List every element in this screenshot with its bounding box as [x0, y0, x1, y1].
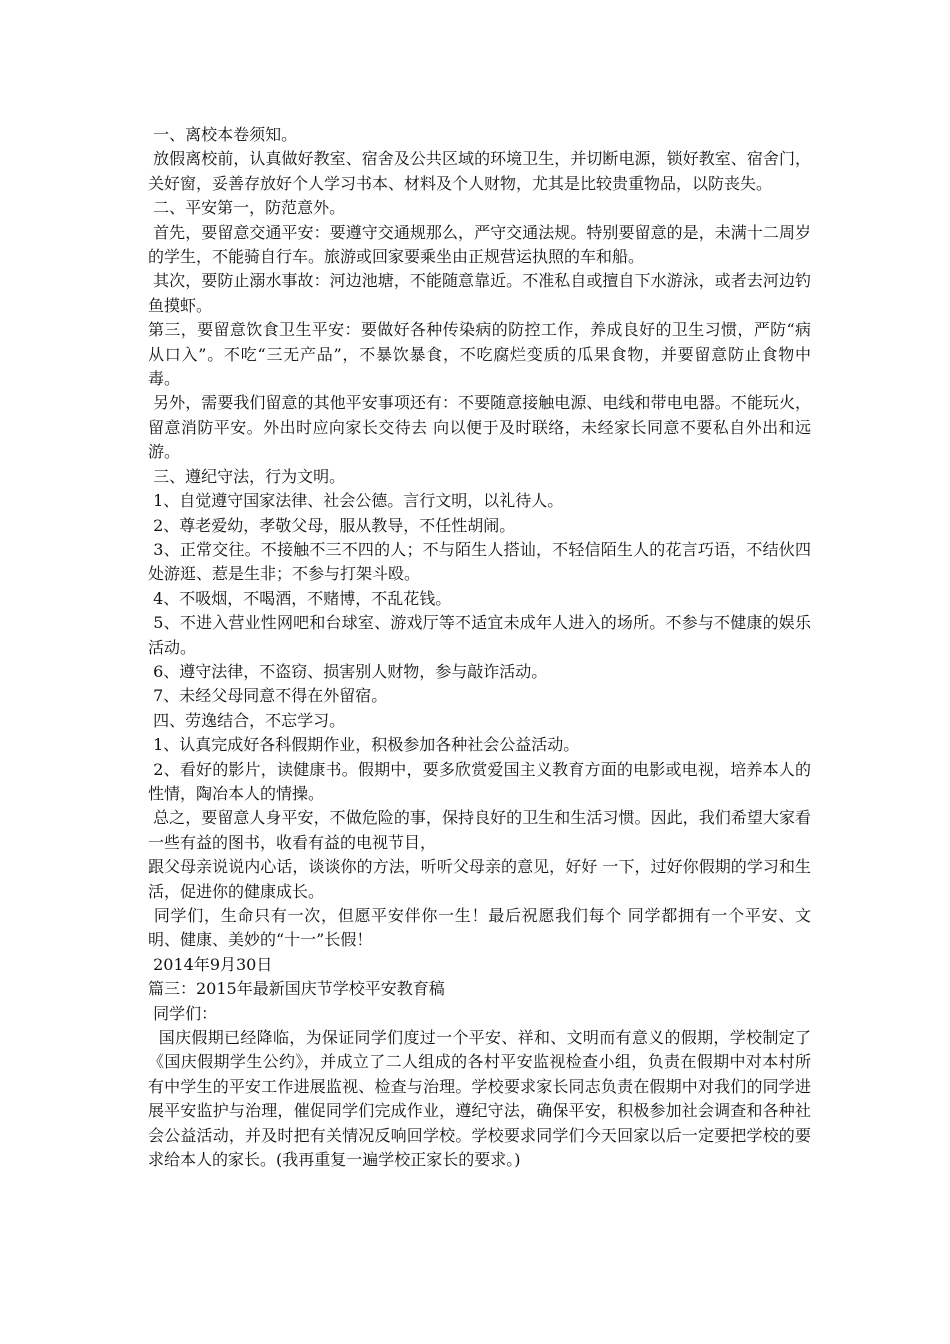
paragraph-other-safety: 另外，需要我们留意的其他平安事项还有：不要随意接触电源、电线和带电电器。不能玩火，留意消防平安。外出时应向家长交待去 向以便于及时联络，未经家长同意不要私自外出和远游。 — [148, 393, 811, 462]
paragraph-drowning-prevention: 其次，要防止溺水事故：河边池塘，不能随意靠近。不准私自或擅自下水游泳，或者去河边钓鱼摸虾。 — [148, 271, 811, 315]
paragraph-before-leaving: 放假离校前，认真做好教室、宿舍及公共区域的环境卫生，并切断电源，锁好教室、宿舍门，关好窗，妥善存放好个人学习书本、材料及个人财物，尤其是比较贵重物品，以防丧失。 — [148, 149, 811, 193]
section-heading-safety-first: 二、平安第一，防范意外。 — [148, 198, 346, 218]
list-item: 2、看好的影片，读健康书。假期中，要多欣赏爱国主义教育方面的电影或电视，培养本人的性情，陶冶本人的情操。 — [148, 759, 811, 803]
paragraph-closing-wishes: 同学们，生命只有一次，但愿平安伴你一生！最后祝愿我们每个 同学都拥有一个平安、文明、健康、美妙的“十一”长假！ — [148, 906, 811, 950]
paragraph-traffic-safety: 首先，要留意交通平安：要遵守交通规那么，严守交通法规。特别要留意的是，未满十二周岁的学生，不能骑自行车。旅游或回家要乘坐由正规营运执照的车和船。 — [148, 222, 811, 267]
list-item: 7、未经父母同意不得在外留宿。 — [148, 686, 388, 706]
paragraph-food-safety: 第三，要留意饮食卫生平安：要做好各种传染病的防控工作，养成良好的卫生习惯，严防“病从口入”。不吃“三无产品”，不暴饮暴食，不吃腐烂变质的瓜果食物，并要留意防止食物中毒。 — [148, 320, 811, 389]
list-item: 6、遵守法律，不盗窃、损害别人财物，参与敲诈活动。 — [148, 661, 548, 681]
section-heading-study: 四、劳逸结合，不忘学习。 — [148, 710, 346, 730]
list-item: 1、认真完成好各科假期作业，积极参加各种社会公益活动。 — [148, 735, 580, 755]
section-heading-discipline: 三、遵纪守法，行为文明。 — [148, 466, 346, 486]
section-heading-leave-school: 一、离校本卷须知。 — [148, 125, 298, 144]
paragraph-summary: 总之，要留意人身平安，不做危险的事，保持良好的卫生和生活习惯。因此，我们希望大家看一些有益的图书，收看有益的电视节目， — [148, 808, 811, 852]
paragraph-national-day-notice: 国庆假期已经降临，为保证同学们度过一个平安、祥和、文明而有意义的假期，学校制定了《国庆假期学生公约》，并成立了二人组成的各村平安监视检查小组，负责在假期中对本村所有中学生的平安工作进展监视、检查与治理。学校要求家长同志负责在假期中对我们的同学进展平安监护与治理，催促同学们完成作业，遵纪守法，确保平安，积极参加社会调查和各种社会公益活动，并及时把有关情况反响回学校。学校要求同学们今天回家以后一定要把学校的要求给本人的家长。(我再重复一遍学校正家长的要求。) — [148, 1028, 811, 1170]
list-item: 5、不进入营业性网吧和台球室、游戏厅等不适宜未成年人进入的场所。不参与不健康的娱乐活动。 — [148, 613, 811, 657]
salutation: 同学们： — [148, 1003, 218, 1023]
list-item: 1、自觉遵守国家法律、社会公德。言行文明，以礼待人。 — [148, 491, 564, 511]
document-page — [148, 123, 811, 1172]
list-item: 2、尊老爱幼，孝敬父母，服从教导，不任性胡闹。 — [148, 515, 516, 535]
paragraph-talk-with-parents: 跟父母亲说说内心话，谈谈你的方法，听听父母亲的意见，好好 一下，过好你假期的学习和生活，促进你的健康成长。 — [148, 857, 811, 901]
list-item: 4、不吸烟，不喝酒，不赌博，不乱花钱。 — [148, 588, 452, 608]
article-title: 篇三：2015年最新国庆节学校平安教育稿 — [148, 979, 445, 999]
list-item: 3、正常交往。不接触不三不四的人；不与陌生人搭讪，不轻信陌生人的花言巧语，不结伙四处游逛、惹是生非；不参与打架斗殴。 — [148, 539, 811, 584]
document-date: 2014年9月30日 — [148, 954, 273, 974]
